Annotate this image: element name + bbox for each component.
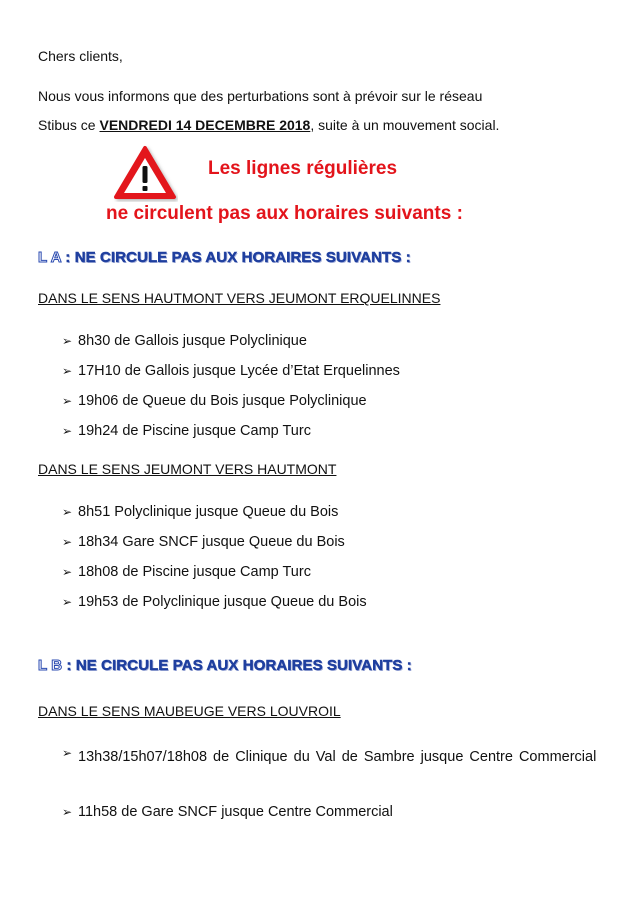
- list-item: [62, 391, 367, 412]
- list-item-text: 19h53 de Polyclinique jusque Queue du Bois: [78, 594, 367, 610]
- list-item: [62, 421, 311, 442]
- list-item-text: 13h38/15h07/18h08 de Clinique du Val de Sambre jusque Centre Commercial: [78, 749, 597, 765]
- intro-line-2-start: Stibus ce: [38, 117, 100, 133]
- list-item: [62, 562, 311, 583]
- list-item: [62, 502, 338, 523]
- strike-date: VENDREDI 14 DECEMBRE 2018: [99, 117, 311, 133]
- arrow-bullet-icon: ➢: [62, 334, 73, 348]
- arrow-bullet-icon: ➢: [62, 364, 73, 378]
- intro-line-2-end: , suite à un mouvement social.: [310, 117, 500, 133]
- intro-line-2: [38, 115, 499, 135]
- warning-title-line-1: Les lignes régulières: [208, 158, 398, 179]
- line-a-code: L A: [38, 249, 62, 266]
- list-item: [62, 592, 367, 613]
- arrow-bullet-icon: ➢: [62, 805, 73, 819]
- arrow-bullet-icon: ➢: [62, 595, 73, 609]
- list-item-text: 19h06 de Queue du Bois jusque Polyclinique: [78, 393, 367, 409]
- list-item: [62, 331, 307, 352]
- line-b-code: L B: [38, 657, 63, 674]
- list-item-text: 18h34 Gare SNCF jusque Queue du Bois: [78, 534, 345, 550]
- list-item: [62, 361, 400, 382]
- line-a-heading: [38, 249, 411, 266]
- list-item-text: 19h24 de Piscine jusque Camp Turc: [78, 423, 311, 439]
- arrow-bullet-icon: ➢: [62, 394, 73, 408]
- greeting: Chers clients,: [38, 48, 123, 64]
- direction-title: DANS LE SENS MAUBEUGE VERS LOUVROIL: [38, 703, 341, 719]
- line-a-heading-text: : NE CIRCULE PAS AUX HORAIRES SUIVANTS :: [65, 249, 411, 266]
- warning-title-line-2: ne circulent pas aux horaires suivants :: [106, 203, 463, 224]
- list-item-text: 11h58 de Gare SNCF jusque Centre Commercial: [78, 804, 393, 820]
- list-item: [62, 743, 602, 772]
- line-b-heading: [38, 657, 412, 674]
- warning-triangle-icon: [112, 144, 178, 202]
- list-item: [62, 532, 345, 553]
- list-item-text: 17H10 de Gallois jusque Lycée d’Etat Erquelinnes: [78, 363, 400, 379]
- list-item-text: 8h30 de Gallois jusque Polyclinique: [78, 333, 307, 349]
- line-b-heading-text: : NE CIRCULE PAS AUX HORAIRES SUIVANTS :: [66, 657, 412, 674]
- intro-line-1: Nous vous informons que des perturbations sont à prévoir sur le réseau: [38, 88, 483, 104]
- direction-title: DANS LE SENS HAUTMONT VERS JEUMONT ERQUELINNES: [38, 290, 441, 306]
- arrow-bullet-icon: ➢: [62, 565, 73, 579]
- list-item: [62, 802, 393, 823]
- list-item-text: 8h51 Polyclinique jusque Queue du Bois: [78, 504, 339, 520]
- list-item-text: 18h08 de Piscine jusque Camp Turc: [78, 564, 311, 580]
- arrow-bullet-icon: ➢: [62, 424, 73, 438]
- direction-title: DANS LE SENS JEUMONT VERS HAUTMONT: [38, 461, 337, 477]
- arrow-bullet-icon: ➢: [62, 535, 73, 549]
- arrow-bullet-icon: ➢: [62, 505, 73, 519]
- arrow-bullet-icon: ➢: [62, 746, 73, 760]
